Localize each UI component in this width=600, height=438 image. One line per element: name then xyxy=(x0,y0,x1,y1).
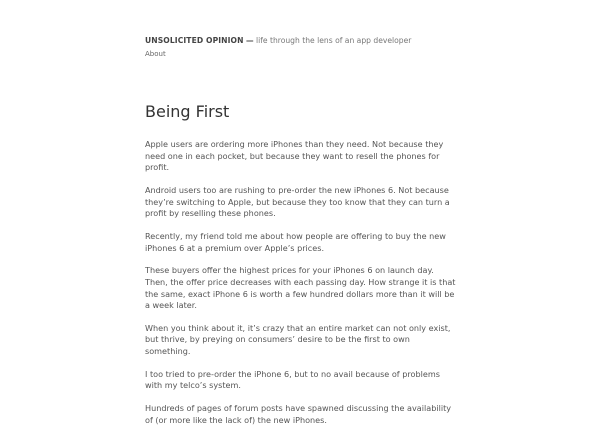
post-paragraph: Apple users are ordering more iPhones than they need. Not because they need one in each pocket, but because they want to resell the phones for profit. xyxy=(145,139,444,173)
post-content xyxy=(145,139,457,426)
post-article xyxy=(145,102,457,438)
site-title-link[interactable]: UNSOLICITED OPINION xyxy=(145,36,244,45)
post-paragraph: These buyers offer the highest prices for your iPhones 6 on launch day. Then, the offer price decreases with each passing day. How strange it is that the same, exact iPhone 6 is worth a few hundred dollars more than it will be a week later. xyxy=(145,265,456,311)
main-navigation xyxy=(145,50,465,59)
post-paragraph: When you think about it, it’s crazy that an entire market can not only exist, but thrive, by preying on consumers’ desire to be the first to own something. xyxy=(145,322,451,357)
title-separator: — xyxy=(245,36,254,45)
site-header xyxy=(145,36,465,59)
post-paragraph: Hundreds of pages of forum posts have spawned discussing the availability of (or more like the lack of) the new iPhones. xyxy=(145,403,452,425)
post-paragraph: Recently, my friend told me about how people are offering to buy the new iPhones 6 at a premium over Apple’s prices. xyxy=(145,230,446,253)
post-title: Being First xyxy=(145,102,230,121)
site-branding xyxy=(145,36,465,46)
site-tagline: life through the lens of an app developer xyxy=(256,36,412,45)
post-paragraph: Android users too are rushing to pre-order the new iPhones 6. Not because they’re switching to Apple, but because they too know that they can turn a profit by reselling these phones. xyxy=(145,184,450,219)
nav-item-about[interactable]: About xyxy=(145,50,166,58)
post-paragraph: I too tried to pre-order the iPhone 6, but to no avail because of problems with my telco’s system. xyxy=(145,368,440,391)
